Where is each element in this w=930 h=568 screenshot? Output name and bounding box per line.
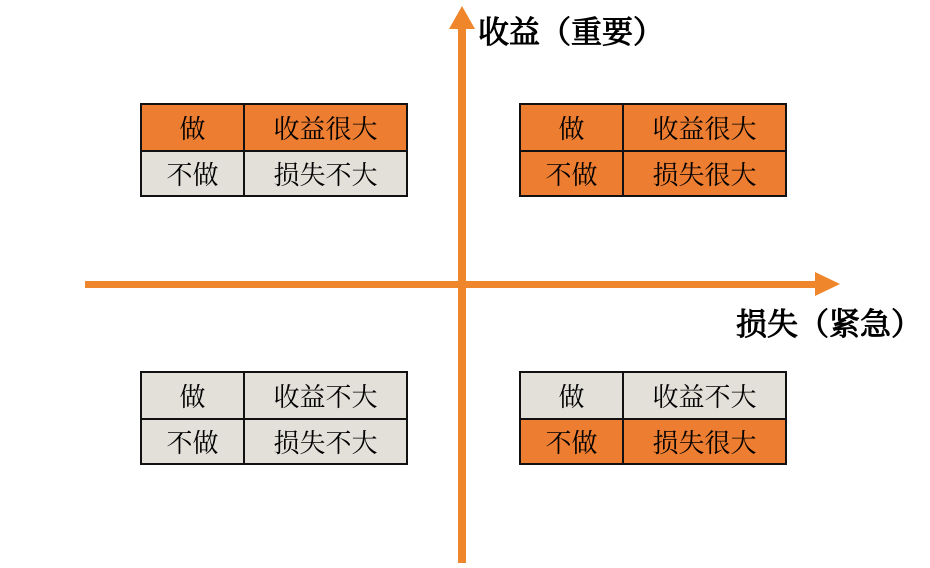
action-cell: 做 [179,114,206,144]
right-arrow-icon [815,272,840,296]
y-axis-line [458,26,466,563]
action-cell: 做 [558,382,585,412]
x-axis-line [85,281,817,288]
quadrant-table-top-left [140,103,408,197]
quadrant-table-bottom-right [519,371,787,465]
y-axis-label: 收益（重要） [478,15,664,50]
x-axis-label: 损失（紧急） [736,307,922,342]
quadrant-table-bottom-left [140,371,408,465]
table-row [521,105,785,150]
table-row [142,150,406,195]
action-cell: 做 [179,382,206,412]
table-row [142,418,406,463]
quadrant-table-top-right [519,103,787,197]
table-row [521,150,785,195]
table-row [142,105,406,150]
table-row [142,373,406,418]
outcome-cell: 损失很大 [622,420,785,463]
outcome-cell: 损失不大 [243,152,406,195]
outcome-cell: 收益不大 [622,373,785,418]
action-cell: 不做 [166,160,219,190]
outcome-cell: 收益很大 [622,105,785,150]
table-row [521,418,785,463]
action-cell: 不做 [545,428,598,458]
action-cell: 做 [558,114,585,144]
outcome-cell: 收益很大 [243,105,406,150]
up-arrow-icon [449,6,475,29]
table-row [521,373,785,418]
action-cell: 不做 [166,428,219,458]
outcome-cell: 收益不大 [243,373,406,418]
outcome-cell: 损失很大 [622,152,785,195]
outcome-cell: 损失不大 [243,420,406,463]
action-cell: 不做 [545,160,598,190]
